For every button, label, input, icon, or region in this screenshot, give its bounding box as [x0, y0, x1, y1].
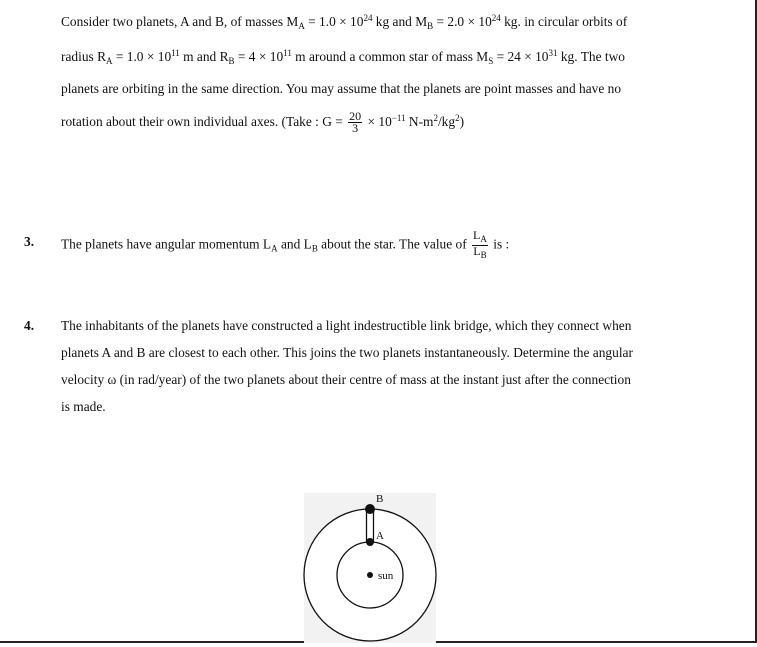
label-b: B [376, 493, 384, 505]
g-fraction: $\frac{20}{3}$ [349, 109, 362, 136]
q4-line-4: is made. [61, 399, 106, 414]
planet-b [365, 504, 375, 514]
la-lb-fraction: $\frac{L_A}{L_B}$ [473, 228, 487, 260]
planet-a [366, 538, 374, 546]
question-3-number: 3. [24, 234, 35, 249]
question-4-number: 4. [24, 318, 35, 333]
orbit-diagram [300, 490, 440, 643]
question-3-text: The planets have angular momentum $L_A$ and $L_B$ about the star. The value of $\frac{L_A}{L_B}$ is : [61, 228, 510, 260]
intro-line-3: planets are orbiting in the same direction. You may assume that the planets are point masses and have no [61, 81, 622, 96]
intro-line-2: radius $R_A = 1.0 \times 10^{11}$ m and $R_B = 4 \times 10^{11}$ m around a common star of mass $M_S = 24 \times 10^{31}$ kg. The two [61, 48, 625, 66]
intro-line-4: rotation about their own individual axes. (Take : G = $\frac{20}{3}$ × $10^{-11}$ $N-m^2/kg^2$) [61, 109, 465, 136]
sun-dot [367, 572, 373, 578]
label-a: A [376, 530, 384, 542]
q4-line-3: velocity ω (in rad/year) of the two planets about their centre of mass at the instant just after the connection [61, 372, 631, 387]
q4-line-1: The inhabitants of the planets have constructed a light indestructible link bridge, which they connect when [61, 318, 632, 333]
label-sun: sun [378, 570, 394, 582]
intro-line-1: Consider two planets, A and B, of masses $M_A = 1.0 \times 10^{24}$ kg and $M_B = 2.0 \times 10^{24}$ kg. in circular orbits of [61, 13, 628, 31]
q4-line-2: planets A and B are closest to each other. This joins the two planets instantaneously. Determine the angular [61, 345, 633, 360]
intro-paragraph [61, 5, 681, 135]
question-4-text [61, 312, 681, 420]
